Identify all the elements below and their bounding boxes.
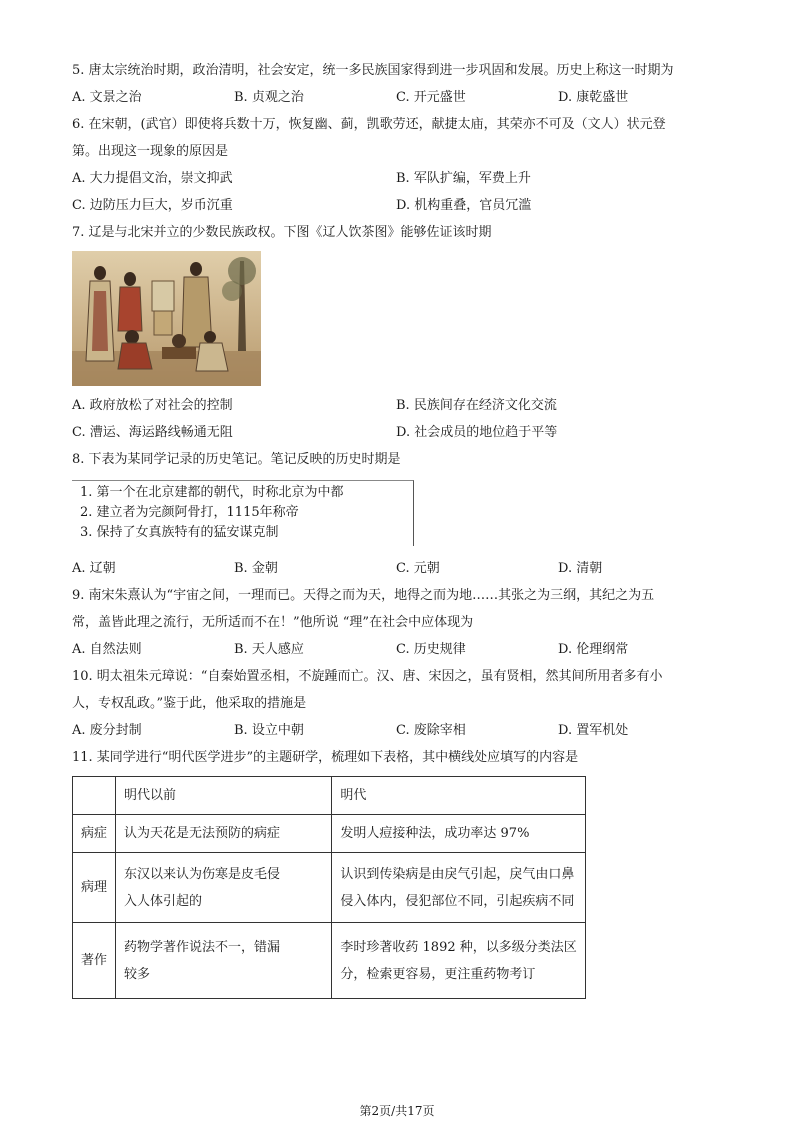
question-9-stem-line2: 常，盖皆此理之流行，无所适而不在！”他所说 “理”在社会中应体现为	[72, 615, 474, 630]
table-header-cell	[73, 777, 116, 815]
question-6-stem-line1: 6. 在宋朝，(武官）即使将兵数十万，恢复幽、蓟，凯歌劳还，献捷太庙，其荣亦不可及（文人）状元登	[72, 117, 666, 132]
q8-option-c: C. 元朝	[396, 561, 440, 576]
table-cell	[115, 815, 331, 853]
q9-option-a: A. 自然法则	[72, 642, 142, 657]
q6-option-b: B. 军队扩编，军费上升	[396, 171, 531, 186]
table-row-label: 病症	[73, 815, 116, 853]
q5-option-d: D. 康乾盛世	[558, 90, 629, 105]
question-10-stem-line1: 10. 明太祖朱元璋说：“自秦始置丞相，不旋踵而亡。汉、唐、宋因之，虽有贤相，然其间所用者多有小	[72, 669, 663, 684]
table-row-label: 著作	[73, 923, 116, 999]
q9-option-b: B. 天人感应	[234, 642, 304, 657]
q7-option-d: D. 社会成员的地位趋于平等	[396, 425, 558, 440]
cell-line: 认识到传染病是由戾气引起，戾气由口鼻	[340, 866, 575, 882]
cell-line: 李时珍著收药 1892 种，以多级分类法区	[340, 939, 577, 955]
table-cell	[115, 923, 331, 999]
note-line-1: 1. 第一个在北京建都的朝代，时称北京为中都	[80, 485, 344, 500]
q8-option-d: D. 清朝	[558, 561, 603, 576]
q10-option-c: C. 废除宰相	[396, 723, 466, 738]
medicine-comparison-table	[72, 776, 586, 999]
question-6-stem-line2: 第。出现这一现象的原因是	[72, 144, 229, 159]
q7-option-a: A. 政府放松了对社会的控制	[72, 398, 233, 413]
cell-line: 入人体引起的	[123, 893, 202, 909]
q5-option-b: B. 贞观之治	[234, 90, 304, 105]
question-11-stem: 11. 某同学进行“明代医学进步”的主题研学，梳理如下表格，其中横线处应填写的内容是	[72, 750, 579, 765]
q7-option-b: B. 民族间存在经济文化交流	[396, 398, 557, 413]
note-line-2: 2. 建立者为完颜阿骨打，1115年称帝	[80, 505, 299, 520]
q5-option-a: A. 文景之治	[72, 90, 142, 105]
cell-line: 药物学著作说法不一，错漏	[123, 939, 280, 955]
table-row	[73, 853, 586, 923]
q8-option-b: B. 金朝	[234, 561, 278, 576]
cell-line: 分，检索更容易，更注重药物考订	[340, 966, 536, 982]
liao-tea-painting-image	[72, 251, 261, 386]
table-cell	[332, 853, 586, 923]
table-cell	[332, 815, 586, 853]
q10-option-d: D. 置军机处	[558, 723, 629, 738]
table-row	[73, 815, 586, 853]
table-header-row	[73, 777, 586, 815]
table-cell	[332, 923, 586, 999]
question-9-stem-line1: 9. 南宋朱熹认为“宇宙之间，一理而已。天得之而为天，地得之而为地……其张之为三纲，其纪之为五	[72, 588, 655, 603]
q6-option-d: D. 机构重叠，官员冗滥	[396, 198, 532, 213]
cell-line: 较多	[123, 966, 150, 982]
q7-option-c: C. 漕运、海运路线畅通无阻	[72, 425, 233, 440]
cell-line: 东汉以来认为伤寒是皮毛侵	[123, 866, 280, 882]
table-header-cell: 明代	[332, 777, 586, 815]
q10-option-b: B. 设立中朝	[234, 723, 304, 738]
q10-option-a: A. 废分封制	[72, 723, 142, 738]
cell-line: 认为天花是无法预防的病症	[123, 826, 280, 841]
painting-illustration	[72, 251, 261, 386]
question-7-stem: 7. 辽是与北宋并立的少数民族政权。下图《辽人饮茶图》能够佐证该时期	[72, 225, 492, 240]
question-8-stem: 8. 下表为某同学记录的历史笔记。笔记反映的历史时期是	[72, 452, 401, 467]
q5-option-c: C. 开元盛世	[396, 90, 466, 105]
table-row	[73, 923, 586, 999]
q6-option-c: C. 边防压力巨大，岁币沉重	[72, 198, 233, 213]
table-cell	[115, 853, 331, 923]
cell-line: 发明人痘接种法，成功率达 97%	[340, 826, 530, 841]
q6-option-a: A. 大力提倡文治，崇文抑武	[72, 171, 233, 186]
q8-option-a: A. 辽朝	[72, 561, 116, 576]
table-row-label: 病理	[73, 853, 116, 923]
note-line-3: 3. 保持了女真族特有的猛安谋克制	[80, 525, 279, 540]
q9-option-c: C. 历史规律	[396, 642, 466, 657]
question-5-stem: 5. 唐太宗统治时期，政治清明，社会安定，统一多民族国家得到进一步巩固和发展。历史上称这一时期为	[72, 63, 674, 78]
cell-line: 侵入体内，侵犯部位不同，引起疾病不同	[340, 893, 575, 909]
q9-option-d: D. 伦理纲常	[558, 642, 629, 657]
page-number-footer: 第2页/共17页	[359, 1104, 435, 1118]
question-10-stem-line2: 人，专权乱政。”鉴于此，他采取的措施是	[72, 696, 307, 711]
table-header-cell: 明代以前	[115, 777, 331, 815]
